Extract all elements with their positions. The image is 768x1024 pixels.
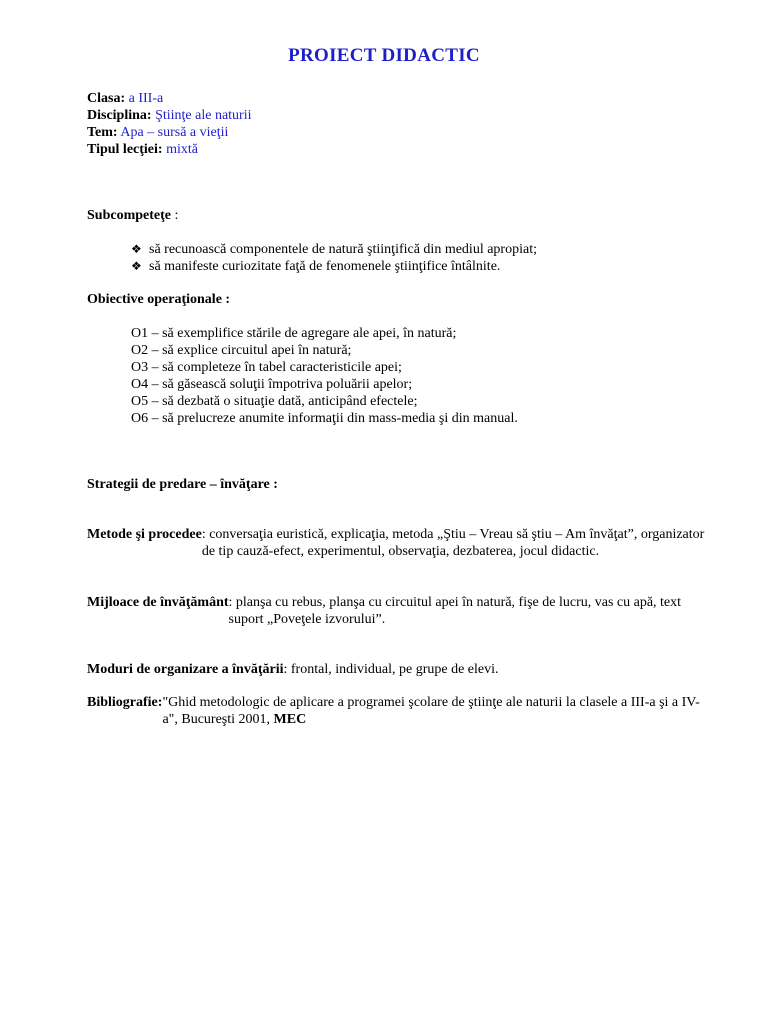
subcompetences-list [131, 241, 537, 275]
objective-item: O3 – să completeze în tabel caracteristicile apei; [131, 360, 402, 375]
objectives-list [131, 325, 518, 427]
subcompetences-heading [87, 208, 178, 224]
means-paragraph [87, 594, 699, 628]
diamond-bullet-icon: ❖ [131, 259, 142, 273]
strategies-heading: Strategii de predare – învăţare : [87, 477, 278, 492]
objective-item: O1 – să exemplifice stările de agregare ale apei, în natură; [131, 326, 457, 341]
info-discipline-row [87, 107, 252, 124]
methods-label: Metode şi procedee [87, 527, 202, 542]
subcompetences-heading-colon: : [171, 208, 179, 223]
lesson-info [87, 90, 252, 158]
subcompetence-text: să manifeste curiozitate faţă de fenomenele ştiinţifice întâlnite. [149, 259, 501, 274]
bibliography-label: Bibliografie: [87, 695, 163, 710]
objectives-heading: Obiective operaţionale : [87, 292, 231, 307]
means-label: Mijloace de învăţământ [87, 595, 229, 610]
diamond-bullet-icon: ❖ [131, 242, 142, 256]
methods-text: : conversaţia euristică, explicaţia, metoda „Ştiu – Vreau să ştiu – Am învăţat”, organizator de tip cauză-efect, experimentul, observaţia, dezbaterea, jocul didactic. [201, 527, 705, 559]
subcompetences-heading-text: Subcompeteţe [87, 208, 171, 223]
lesson-type-value: mixtă [166, 142, 198, 157]
discipline-label: Disciplina: [87, 108, 152, 123]
organization-paragraph [87, 661, 727, 678]
means-text: : planşa cu rebus, planşa cu circuitul apei în natură, fişe de lucru, vas cu apă, text suport „Poveţele izvorului”. [228, 595, 682, 627]
class-label: Clasa: [87, 91, 126, 106]
objective-item: O6 – să prelucreze anumite informaţii din mass-media şi din manual. [131, 411, 518, 426]
info-theme-row [87, 124, 252, 141]
lesson-type-label: Tipul lecţiei: [87, 142, 163, 157]
bibliography-paragraph [87, 694, 707, 728]
discipline-value: Ştiinţe ale naturii [155, 108, 252, 123]
info-lesson-type-row [87, 141, 252, 158]
bibliography-publisher: MEC [273, 712, 307, 727]
list-item [131, 241, 537, 258]
objective-item: O4 – să găsească soluţii împotriva poluării apelor; [131, 377, 413, 392]
organization-label: Moduri de organizare a învăţării [87, 662, 284, 677]
methods-paragraph [87, 526, 707, 560]
bibliography-text: "Ghid metodologic de aplicare a programei şcolare de ştiinţe ale naturii la clasele a III-a şi a IV-a", Bucureşti 2001, [162, 695, 700, 727]
objective-item: O2 – să explice circuitul apei în natură; [131, 343, 352, 358]
organization-text: : frontal, individual, pe grupe de elevi. [283, 662, 499, 677]
document-title: PROIECT DIDACTIC [288, 45, 480, 66]
bibliography-content [162, 694, 707, 728]
theme-value: Apa – sursă a vieţii [120, 125, 229, 140]
list-item [131, 258, 537, 275]
theme-label: Tem: [87, 125, 118, 140]
subcompetence-text: să recunoască componentele de natură ştiinţifică din mediul apropiat; [149, 242, 537, 257]
class-value: a III-a [128, 91, 164, 106]
info-class-row [87, 90, 252, 107]
objective-item: O5 – să dezbată o situaţie dată, anticipând efectele; [131, 394, 418, 409]
